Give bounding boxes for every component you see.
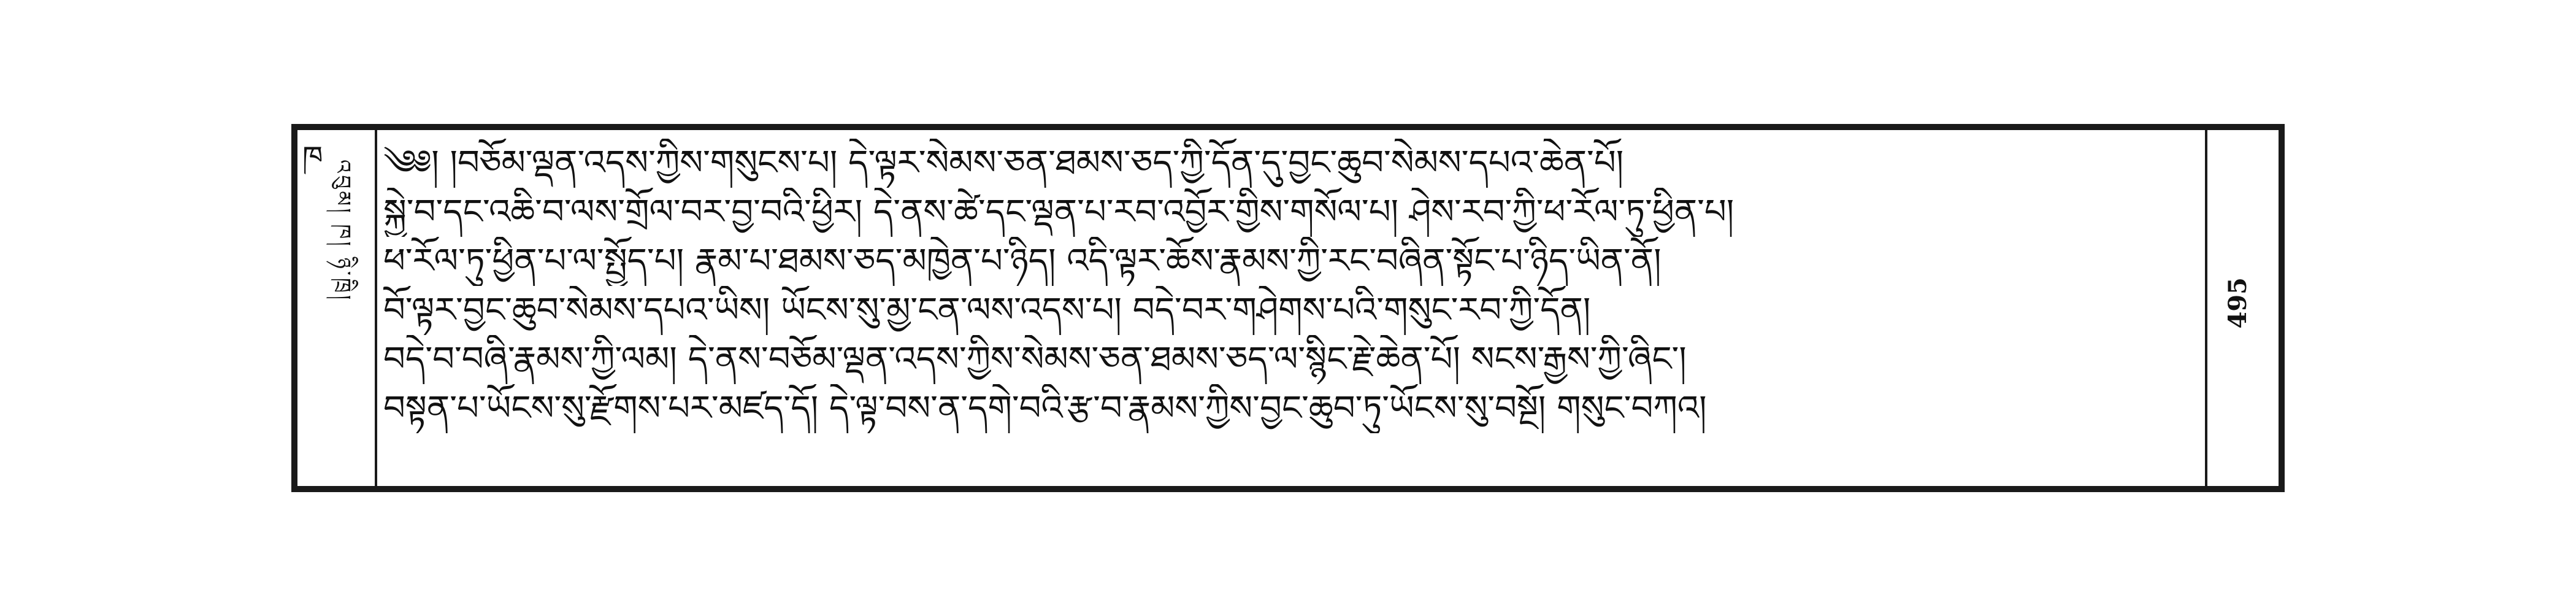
text-line: སྐྱེ་བ་དང་འཆི་བ་ལས་གྲོལ་བར་བྱ་བའི་ཕྱིར། དེ་ནས་ཚེ་དང་ལྡན་པ་རབ་འབྱོར་གྱིས་གསོལ་པ། ཤེས་རབ་ཀྱི་ཕ་རོལ་ཏུ་ཕྱིན་པ། [383, 192, 1735, 232]
folio-number: 495 [2223, 277, 2252, 329]
text-line: ཕ་རོལ་ཏུ་ཕྱིན་པ་ལ་སྤྱོད་པ། རྣམ་པ་ཐམས་ཅད་མཁྱེན་པ་ཉིད། འདི་ལྟར་ཆོས་རྣམས་ཀྱི་རང་བཞིན་སྟོང་པ་ཉིད་ཡིན་ནོ། [383, 241, 1662, 281]
left-margin [297, 130, 377, 486]
text-line: བསྟན་པ་ཡོངས་སུ་རྫོགས་པར་མཛད་དོ། དེ་ལྟ་བས་ན་དགེ་བའི་རྩ་བ་རྣམས་ཀྱིས་བྱང་ཆུབ་ཏུ་ཡོངས་སུ་བསྔོ། གསུང་བཀའ། [383, 388, 1707, 428]
text-folio [291, 124, 2285, 492]
text-line: ༄༅། །བཅོམ་ལྡན་འདས་ཀྱིས་གསུངས་པ། དེ་ལྟར་སེམས་ཅན་ཐམས་ཅད་ཀྱི་དོན་དུ་བྱང་ཆུབ་སེམས་དཔའ་ཆེན་པོ། [383, 143, 1624, 183]
margin-title: འབུམ། ཁ། ཉི་ཁྲི། [331, 160, 355, 303]
text-line: བདེ་བ་བཞི་རྣམས་ཀྱི་ལམ། དེ་ནས་བཅོམ་ལྡན་འདས་ཀྱིས་སེམས་ཅན་ཐམས་ཅད་ལ་སྙིང་རྗེ་ཆེན་པོ། སངས་རྒྱས་ཀྱི་ཞིང་། [383, 339, 1687, 379]
right-strip [2205, 130, 2279, 486]
text-line: བོ་ལྟར་བྱང་ཆུབ་སེམས་དཔའ་ཡིས། ཡོངས་སུ་མྱ་ངན་ལས་འདས་པ། བདེ་བར་གཤེགས་པའི་གསུང་རབ་ཀྱི་དོན། [383, 290, 1591, 330]
margin-volume-letter: ཁ [302, 140, 323, 174]
body-text [383, 139, 2177, 482]
